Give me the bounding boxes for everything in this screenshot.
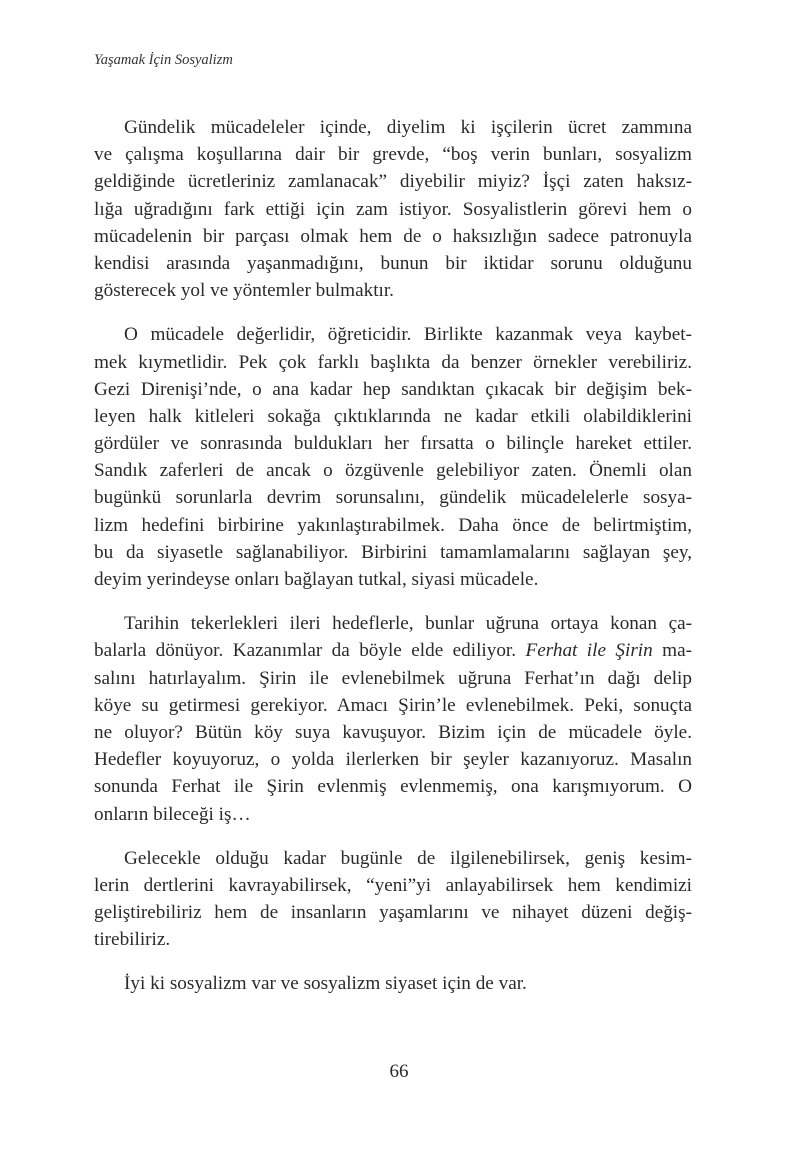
text-line: O mücadele değerlidir, öğreticidir. Birlikte kazanmak veya kaybet- — [124, 324, 692, 346]
paragraph-4 — [94, 845, 692, 954]
text-line: ne oluyor? Bütün köy suya kavuşuyor. Bizim için de mücadele öyle. — [94, 721, 692, 743]
text-line: bugünkü sorunlarla devrim sorunsalını, gündelik mücadelelerle sosya- — [94, 487, 692, 509]
paragraph-3 — [94, 610, 692, 828]
text-line: salını hatırlayalım. Şirin ile evlenebilmek uğruna Ferhat’ın dağı delip — [94, 667, 692, 689]
text-line: leyen halk kitleleri sokağa çıktıklarında ne kadar etkili olabildiklerini — [94, 405, 692, 427]
text-line: lerin dertlerini kavrayabilirsek, “yeni”yi anlayabilirsek hem kendimizi — [94, 874, 692, 896]
text-line: Tarihin tekerlekleri ileri hedeflerle, bunlar uğruna ortaya konan ça- — [124, 613, 692, 635]
text-line: onların bileceği iş… — [94, 803, 251, 825]
page-number: 66 — [389, 1061, 409, 1082]
text-line-with-title — [94, 637, 692, 664]
text-line: Hedefler koyuyoruz, o yolda ilerlerken bir şeyler kazanıyoruz. Masalın — [94, 749, 692, 771]
text-line: Gelecekle olduğu kadar bugünle de ilgilenebilirsek, geniş kesim- — [124, 847, 692, 869]
running-header: Yaşamak İçin Sosyalizm — [94, 52, 233, 68]
text-line: lığa uğradığını fark ettiği için zam istiyor. Sosyalistlerin görevi hem o — [94, 198, 692, 220]
text-line: köye su getirmesi gerekiyor. Amacı Şirin’le evlenebilmek. Peki, sonuçta — [94, 694, 692, 716]
text-line: İyi ki sosyalizm var ve sosyalizm siyaset için de var. — [124, 973, 527, 995]
text-line: Gündelik mücadeleler içinde, diyelim ki işçilerin ücret zammına — [124, 117, 692, 138]
body-text — [94, 114, 692, 1015]
text-line: Gezi Direnişi’nde, o ana kadar hep sandıktan çıkacak bir değişim bek- — [94, 378, 692, 400]
text-line: Sandık zaferleri de ancak o özgüvenle gelebiliyor zaten. Önemli olan — [94, 460, 692, 482]
paragraph-1 — [94, 114, 692, 304]
text-line: deyim yerindeyse onları bağlayan tutkal, siyasi mücadele. — [94, 569, 539, 590]
text-line: gördüler ve sonrasında buldukları her fırsatta o bilinçle hareket ettiler. — [94, 433, 692, 455]
text-line: kendisi arasında yaşanmadığını, bunun bir iktidar sorunu olduğunu — [94, 252, 692, 274]
italic-title: Ferhat ile Şirin — [525, 640, 653, 662]
text-line: lizm hedefini birbirine yakınlaştırabilmek. Daha önce de belirtmiştim, — [94, 514, 692, 536]
paragraph-2 — [94, 321, 692, 593]
text-segment: ma- — [652, 640, 692, 662]
text-line: bu da siyasetle sağlanabiliyor. Birbirini tamamlamalarını sağlayan şey, — [94, 541, 692, 563]
text-segment: balarla dönüyor. Kazanımlar da böyle elde ediliyor. — [94, 640, 526, 662]
text-line: gösterecek yol ve yöntemler bulmaktır. — [94, 280, 394, 302]
text-line: geliştirebiliriz hem de insanların yaşamlarını ve nihayet düzeni değiş- — [94, 902, 692, 924]
paragraph-5 — [94, 970, 692, 997]
text-line: mücadelenin bir parçası olmak hem de o haksızlığın sadece patronuyla — [94, 225, 692, 247]
text-line: tirebiliriz. — [94, 929, 171, 951]
text-line: mek kıymetlidir. Pek çok farklı başlıkta da benzer örnekler verebiliriz. — [94, 351, 692, 373]
text-line: geldiğinde ücretleriniz zamlanacak” diyebilir miyiz? İşçi zaten haksız- — [94, 171, 692, 193]
text-line: ve çalışma koşullarına dair bir grevde, “boş verin bunları, sosyalizm — [94, 144, 692, 166]
text-line: sonunda Ferhat ile Şirin evlenmiş evlenmemiş, ona karışmıyorum. O — [94, 776, 692, 798]
